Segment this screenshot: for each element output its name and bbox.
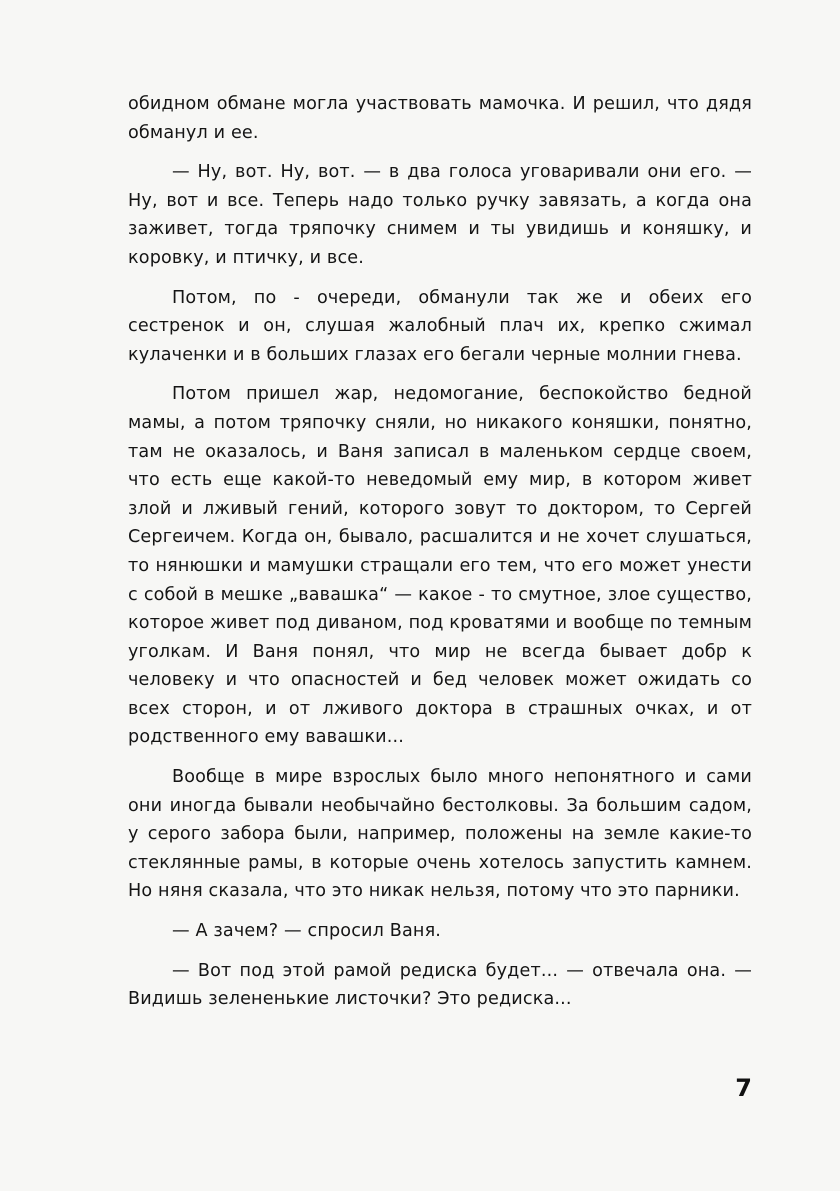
paragraph-6: — А зачем? — спросил Ваня. xyxy=(172,921,442,942)
paragraph-1: обидном обмане могла участвовать мамочка. И решил, что дядя обманул и ее. xyxy=(128,94,752,143)
paragraph-2: — Ну, вот. Ну, вот. — в два голоса уговаривали они его. — Ну, вот и все. Теперь надо только ручку завязать, а когда она заживет, тогда тряпочку снимем и ты увидишь и коняшку, и коровку, и птичку, и все. xyxy=(128,162,752,268)
book-page-text xyxy=(128,90,752,1014)
paragraph-4: Потом пришел жар, недомогание, беспокойство бедной мамы, а потом тряпочку сняли, но никакого коняшки, понятно, там не оказалось, и Ваня записал в маленьком сердце своем, что есть еще какой-то неведомый ему мир, в котором живет злой и лживый гений, которого зовут то доктором, то Сергей Сергеичем. Когда он, бывало, расшалится и не хочет слушаться, то нянюшки и мамушки стращали его тем, что его может унести с собой в мешке „вавашка“ — какое - то смутное, злое существо, которое живет под диваном, под кроватями и вообще по темным уголкам. И Ваня понял, что мир не всегда бывает добр к человеку и что опасностей и бед человек может ожидать со всех сторон, и от лживого доктора в страшных очках, и от родственного ему вавашки... xyxy=(128,384,752,748)
page-number: 7 xyxy=(735,1074,752,1102)
paragraph-3: Потом, по - очереди, обманули так же и обеих его сестренок и он, слушая жалобный плач их, крепко сжимал кулаченки и в больших глазах его бегали черные молнии гнева. xyxy=(128,287,752,365)
paragraph-5: Вообще в мире взрослых было много непонятного и сами они иногда бывали необычайно бестолковы. За большим садом, у серого забора были, например, положены на земле какие-то стеклянные рамы, в которые очень хотелось запустить камнем. Но няня сказала, что это никак нельзя, потому что это парники. xyxy=(128,767,752,902)
paragraph-7: — Вот под этой рамой редиска будет... — отвечала она. — Видишь зелененькие листочки? Это редиска... xyxy=(128,960,752,1010)
